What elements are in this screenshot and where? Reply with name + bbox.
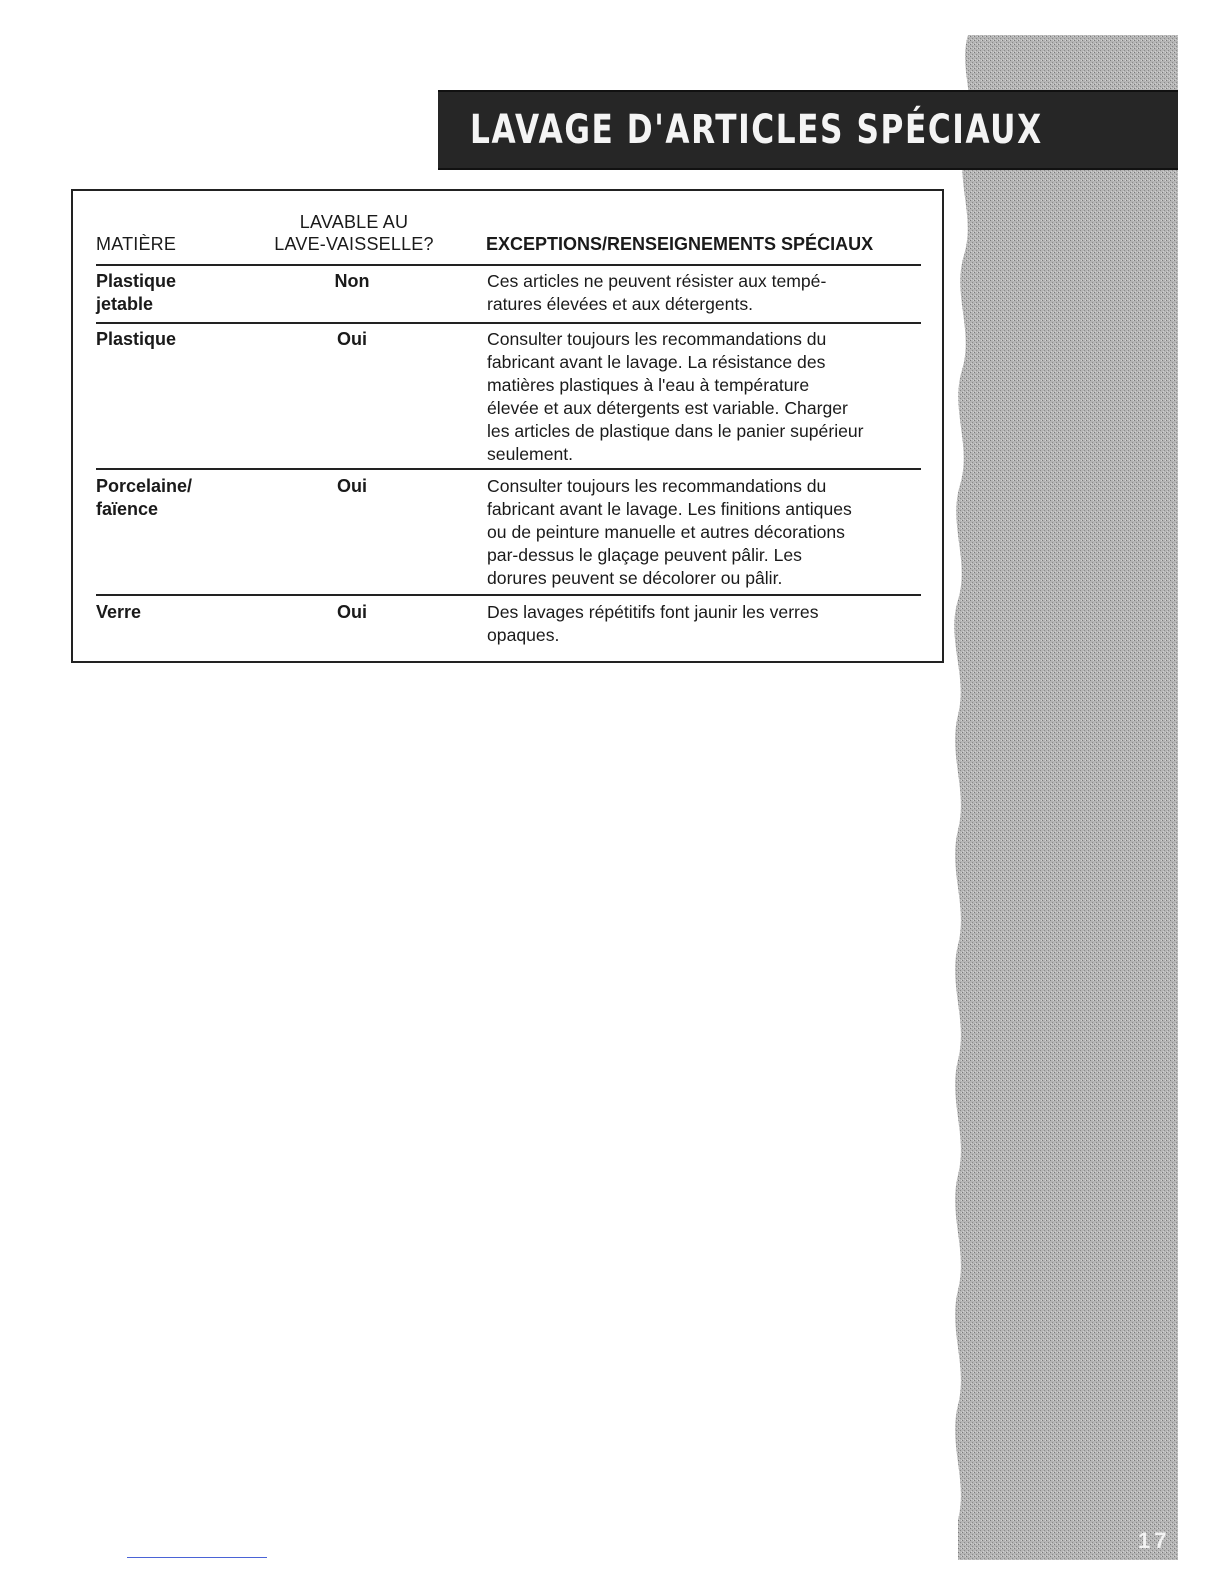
- cell-material-line: Plastique: [96, 329, 177, 349]
- cell-notes-line: Consulter toujours les recommandations du: [487, 476, 827, 496]
- cell-material-line: Verre: [96, 602, 142, 622]
- cell-notes-line: élevée et aux détergents est variable. Charger: [487, 398, 848, 418]
- cell-dishwasher-safe: Non: [334, 271, 370, 291]
- cell-material: [96, 475, 256, 521]
- cell-dishwasher-safe: Oui: [337, 602, 367, 622]
- cell-notes-line: les articles de plastique dans le panier supérieur: [487, 421, 864, 441]
- header-material: MATIÈRE: [96, 234, 177, 254]
- title-banner: [438, 90, 1178, 170]
- cell-material-line: faïence: [96, 499, 159, 519]
- cell-notes-line: Des lavages répétitifs font jaunir les verres: [487, 602, 819, 622]
- cell-notes: [487, 601, 927, 647]
- header-dishwasher-line2: LAVE-VAISSELLE?: [274, 234, 434, 254]
- cell-notes-line: dorures peuvent se décolorer ou pâlir.: [487, 568, 783, 588]
- cell-notes-line: fabricant avant le lavage. Les finitions antiques: [487, 499, 852, 519]
- cell-notes: [487, 270, 927, 316]
- header-exceptions: EXCEPTIONS/RENSEIGNEMENTS SPÉCIAUX: [486, 234, 874, 254]
- row-divider: [96, 264, 921, 266]
- cell-notes-line: par-dessus le glaçage peuvent pâlir. Les: [487, 545, 802, 565]
- cell-material: [96, 601, 256, 624]
- cell-notes: [487, 328, 927, 466]
- cell-material-line: jetable: [96, 294, 154, 314]
- header-dishwasher-safe: [259, 211, 449, 255]
- cell-notes-line: seulement.: [487, 444, 574, 464]
- cell-material: [96, 270, 256, 316]
- page-title: LAVAGE D'ARTICLES SPÉCIAUX: [470, 107, 1043, 153]
- page-number: 17: [1138, 1528, 1171, 1553]
- cell-dishwasher-safe: Oui: [337, 476, 367, 496]
- cell-notes-line: ratures élevées et aux détergents.: [487, 294, 754, 314]
- row-divider: [96, 594, 921, 596]
- footer-rule: [127, 1557, 267, 1558]
- cell-notes-line: ou de peinture manuelle et autres décorations: [487, 522, 845, 542]
- cell-notes-line: fabricant avant le lavage. La résistance des: [487, 352, 826, 372]
- header-dishwasher-line1: LAVABLE AU: [299, 212, 409, 232]
- cell-notes-line: Consulter toujours les recommandations du: [487, 329, 827, 349]
- cell-dishwasher-safe: Oui: [337, 329, 367, 349]
- cell-notes: [487, 475, 927, 590]
- cell-material-line: Plastique: [96, 271, 177, 291]
- row-divider: [96, 468, 921, 470]
- cell-notes-line: matières plastiques à l'eau à température: [487, 375, 810, 395]
- special-items-table: [71, 189, 944, 663]
- decorative-side-band: [950, 0, 1224, 1584]
- cell-notes-line: opaques.: [487, 625, 560, 645]
- cell-material: [96, 328, 256, 351]
- cell-material-line: Porcelaine/: [96, 476, 193, 496]
- cell-notes-line: Ces articles ne peuvent résister aux tempé-: [487, 271, 827, 291]
- row-divider: [96, 322, 921, 324]
